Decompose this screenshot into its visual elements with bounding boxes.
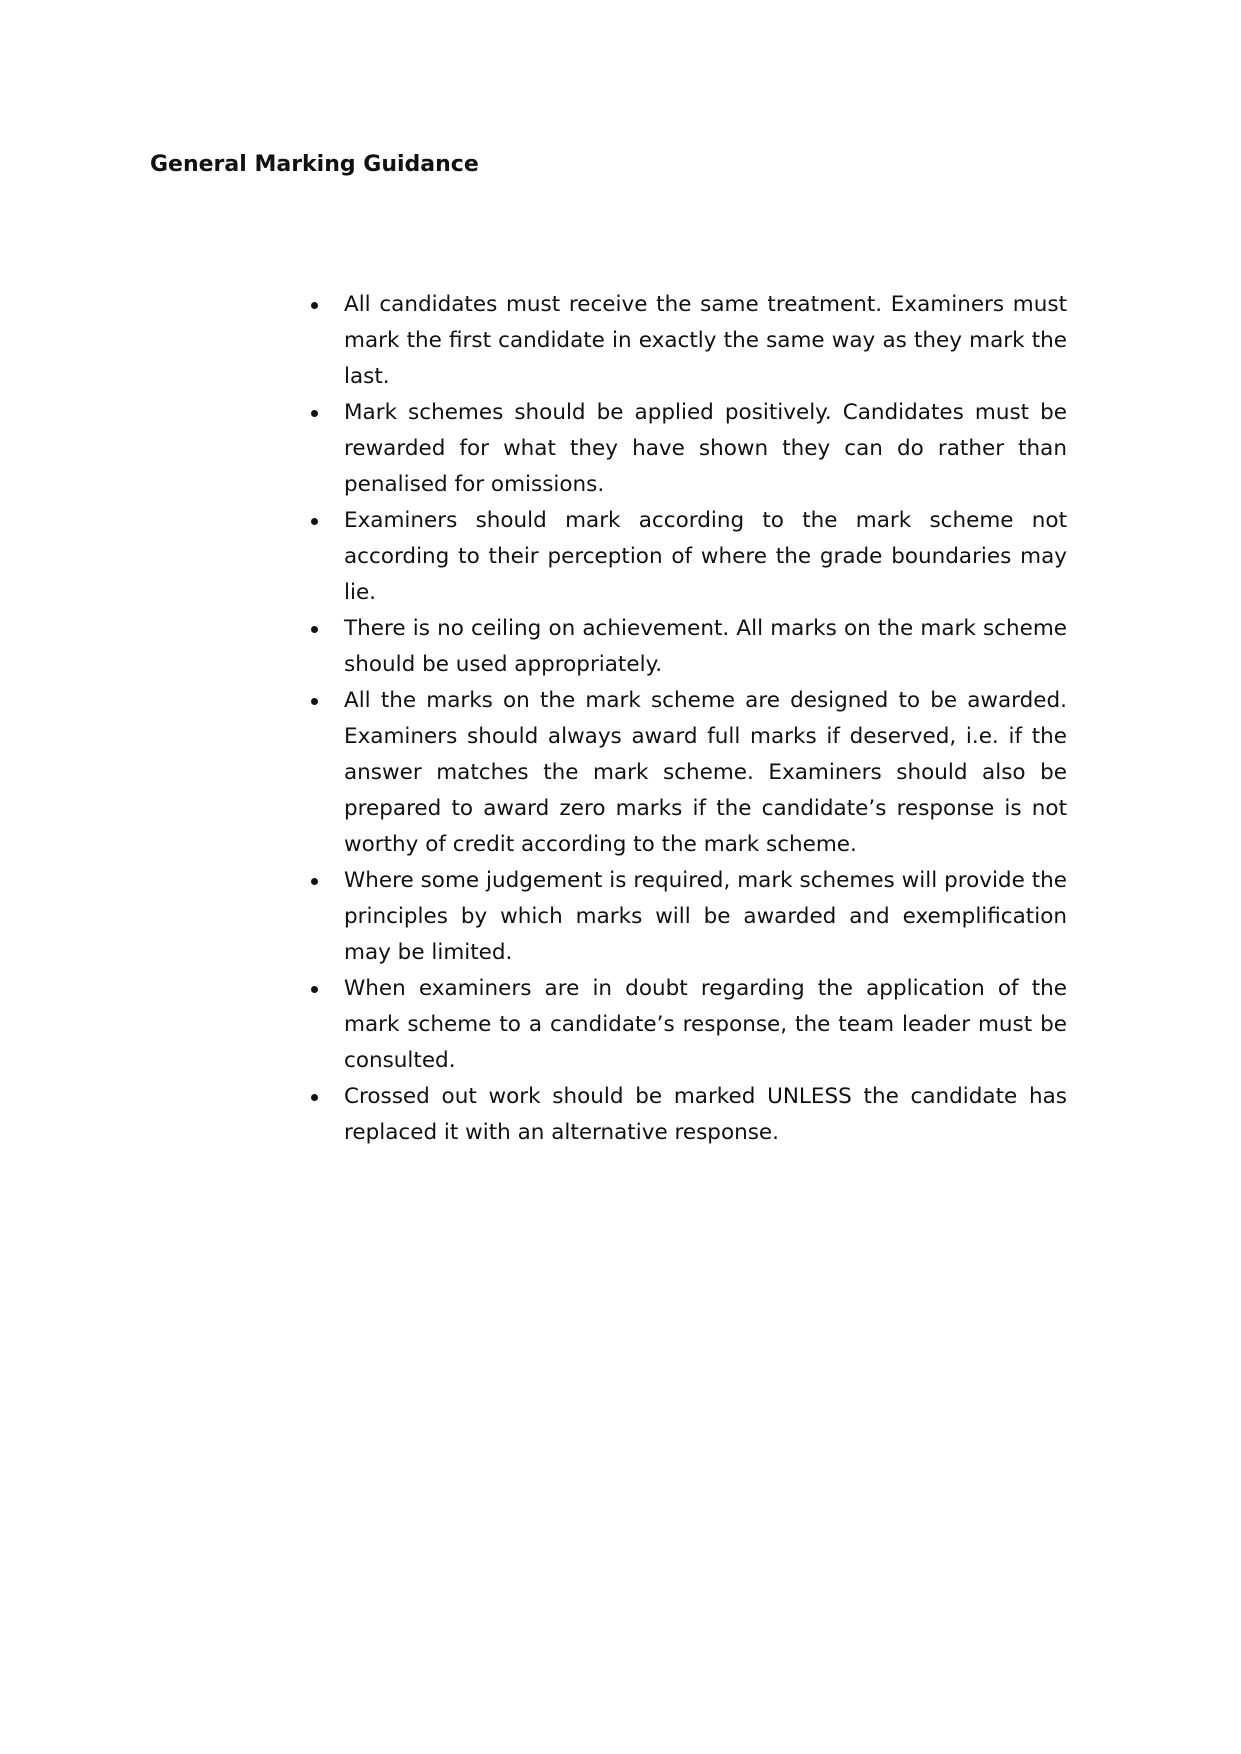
bullet-icon — [311, 410, 318, 417]
list-item — [344, 503, 1067, 611]
list-item-text: There is no ceiling on achievement. All marks on the mark scheme should be used appropriately. — [344, 616, 1067, 677]
page-title: General Marking Guidance — [150, 152, 479, 177]
list-item-text: When examiners are in doubt regarding the application of the mark scheme to a candidate’s response, the team leader must be consulted. — [344, 976, 1067, 1073]
list-item — [344, 863, 1067, 971]
bullet-icon — [311, 986, 318, 993]
bullet-icon — [311, 1094, 318, 1101]
list-item-text: Crossed out work should be marked UNLESS the candidate has replaced it with an alternative response. — [344, 1084, 1067, 1145]
list-item-text: All candidates must receive the same treatment. Examiners must mark the first candidate in exactly the same way as they mark the last. — [344, 292, 1067, 389]
list-item-text: Mark schemes should be applied positively. Candidates must be rewarded for what they have shown they can do rather than penalised for omissions. — [344, 400, 1067, 497]
list-item — [344, 1079, 1067, 1151]
list-item-text: Examiners should mark according to the mark scheme not according to their perception of where the grade boundaries may lie. — [344, 508, 1067, 605]
list-item-text: All the marks on the mark scheme are designed to be awarded. Examiners should always award full marks if deserved, i.e. if the answer matches the mark scheme. Examiners should also be prepared to award zero marks if the candidate’s response is not worthy of credit according to the mark scheme. — [344, 688, 1067, 857]
bullet-icon — [311, 878, 318, 885]
list-item — [344, 287, 1067, 395]
list-item — [344, 683, 1067, 863]
bullet-icon — [311, 302, 318, 309]
list-item — [344, 395, 1067, 503]
list-item-text: Where some judgement is required, mark schemes will provide the principles by which marks will be awarded and exemplification may be limited. — [344, 868, 1067, 965]
bullet-icon — [311, 626, 318, 633]
list-item — [344, 971, 1067, 1079]
guidance-list — [344, 287, 1067, 1151]
bullet-icon — [311, 518, 318, 525]
bullet-icon — [311, 698, 318, 705]
list-item — [344, 611, 1067, 683]
